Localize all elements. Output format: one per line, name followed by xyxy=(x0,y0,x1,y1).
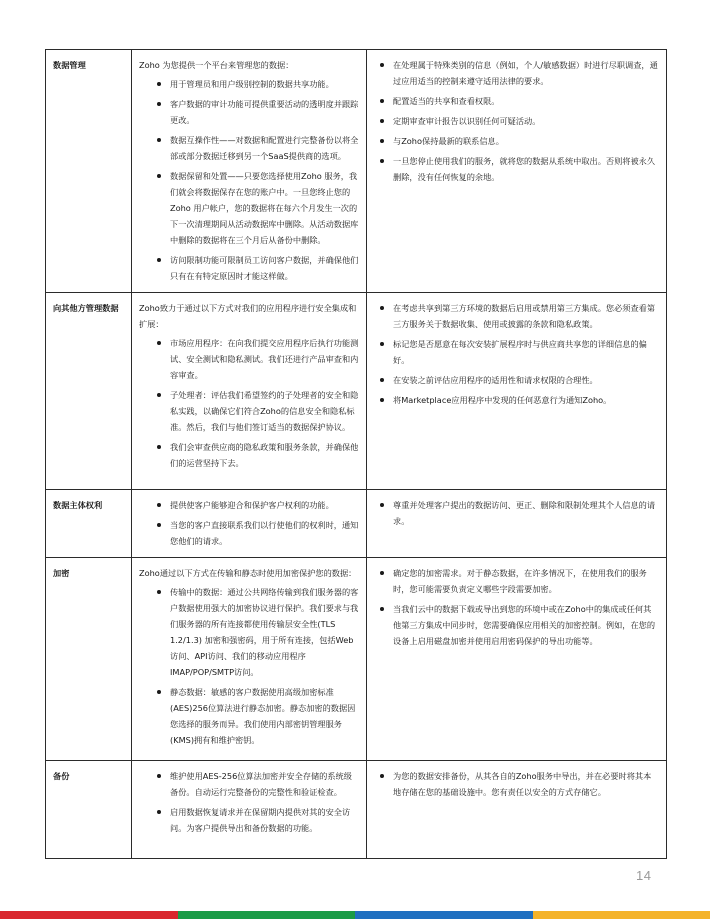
list-item: 我们会审查供应商的隐私政策和服务条款，并确保他们的运营坚持下去。 xyxy=(157,439,359,471)
row-title: 数据主体权利 xyxy=(46,490,132,558)
customer-responsibility xyxy=(367,490,667,558)
table-row xyxy=(46,490,667,558)
list-item: 当您的客户直接联系我们以行使他们的权利时，通知您他们的请求。 xyxy=(157,517,359,549)
zoho-responsibility xyxy=(132,293,367,490)
footer-bar-yellow xyxy=(533,911,710,919)
table-row xyxy=(46,293,667,490)
customer-responsibility xyxy=(367,761,667,859)
table-row xyxy=(46,558,667,761)
list-item: 维护使用AES-256位算法加密并安全存储的系统级备份。自动运行完整备份的完整性和验证检查。 xyxy=(157,768,359,800)
zoho-responsibility xyxy=(132,50,367,293)
zoho-intro: Zoho通过以下方式在传输和静态时使用加密保护您的数据： xyxy=(139,568,357,578)
footer-bar-blue xyxy=(355,911,533,919)
table-row xyxy=(46,50,667,293)
row-title: 备份 xyxy=(46,761,132,859)
list-item: 一旦您停止使用我们的服务，就将您的数据从系统中取出。否则将被永久删除，没有任何恢复的余地。 xyxy=(374,153,659,185)
responsibility-table xyxy=(45,49,667,859)
page-number: 14 xyxy=(636,868,652,883)
row-title: 数据管理 xyxy=(46,50,132,293)
zoho-intro: Zoho致力于通过以下方式对我们的应用程序进行安全集成和扩展： xyxy=(139,303,357,329)
list-item: 传输中的数据：通过公共网络传输到我们服务器的客户数据使用强大的加密协议进行保护。我们要求与我们服务器的所有连接都使用传输层安全性(TLS 1.2/1.3) 加密和强密码，用于所有连接，包括Web 访问、API访问、我们的移动应用程序 IMAP/POP/SMTP访问。 xyxy=(157,584,359,680)
zoho-responsibility xyxy=(132,761,367,859)
customer-responsibility xyxy=(367,558,667,761)
customer-responsibility xyxy=(367,50,667,293)
list-item: 市场应用程序：在向我们提交应用程序后执行功能测试、安全测试和隐私测试。我们还进行产品审查和内容审查。 xyxy=(157,335,359,383)
zoho-intro: Zoho 为您提供一个平台来管理您的数据： xyxy=(139,60,294,70)
list-item: 静态数据：敏感的客户数据使用高级加密标准(AES)256位算法进行静态加密。静态加密的数据因您选择的服务而异。我们使用内部密钥管理服务(KMS)拥有和维护密钥。 xyxy=(157,684,359,748)
list-item: 数据互操作性——对数据和配置进行完整备份以将全部或部分数据迁移到另一个SaaS提供商的选项。 xyxy=(157,132,359,164)
list-item: 启用数据恢复请求并在保留期内提供对其的安全访问。为客户提供导出和备份数据的功能。 xyxy=(157,804,359,836)
list-item: 在处理属于特殊类别的信息（例如，个人/敏感数据）时进行尽职调查，通过应用适当的控制来遵守适用法律的要求。 xyxy=(374,57,659,89)
list-item: 标记您是否愿意在每次安装扩展程序时与供应商共享您的详细信息的偏好。 xyxy=(374,336,659,368)
list-item: 用于管理员和用户级别控制的数据共享功能。 xyxy=(157,76,359,92)
list-item: 提供使客户能够迎合和保护客户权利的功能。 xyxy=(157,497,359,513)
list-item: 与Zoho保持最新的联系信息。 xyxy=(374,133,659,149)
list-item: 将Marketplace应用程序中发现的任何恶意行为通知Zoho。 xyxy=(374,392,659,408)
list-item: 当我们云中的数据下载或导出到您的环境中或在Zoho中的集成或任何其他第三方集成中同步时，您需要确保应用相关的加密控制。例如，在您的设备上启用磁盘加密并使用启用密码保护的导出功能等。 xyxy=(374,601,659,649)
list-item: 访问限制功能可限制员工访问客户数据，并确保他们只有在有特定原因时才能这样做。 xyxy=(157,252,359,284)
table-row xyxy=(46,761,667,859)
list-item: 确定您的加密需求。对于静态数据，在许多情况下，在使用我们的服务时，您可能需要负责定义哪些字段需要加密。 xyxy=(374,565,659,597)
list-item: 数据保留和处置——只要您选择使用Zoho 服务，我们就会将数据保存在您的账户中。一旦您终止您的Zoho 用户帐户，您的数据将在每六个月发生一次的下一次清理期间从活动数据库中删除。从活动数据库中删除的数据将在三个月后从备份中删除。 xyxy=(157,168,359,248)
footer-bar-green xyxy=(178,911,355,919)
list-item: 尊重并处理客户提出的数据访问、更正、删除和限制处理其个人信息的请求。 xyxy=(374,497,659,529)
list-item: 子处理者：评估我们希望签约的子处理者的安全和隐私实践，以确保它们符合Zoho的信息安全和隐私标准。然后，我们与他们签订适当的数据保护协议。 xyxy=(157,387,359,435)
list-item: 在考虑共享到第三方环境的数据后启用或禁用第三方集成。您必须查看第三方服务关于数据收集、使用或披露的条款和隐私政策。 xyxy=(374,300,659,332)
list-item: 客户数据的审计功能可提供重要活动的透明度并跟踪更改。 xyxy=(157,96,359,128)
zoho-responsibility xyxy=(132,558,367,761)
customer-responsibility xyxy=(367,293,667,490)
list-item: 在安装之前评估应用程序的适用性和请求权限的合理性。 xyxy=(374,372,659,388)
zoho-responsibility xyxy=(132,490,367,558)
list-item: 为您的数据安排备份，从其各自的Zoho服务中导出，并在必要时将其本地存储在您的基础设施中。您有责任以安全的方式存储它。 xyxy=(374,768,659,800)
list-item: 定期审查审计报告以识别任何可疑活动。 xyxy=(374,113,659,129)
row-title: 加密 xyxy=(46,558,132,761)
row-title: 向其他方管理数据 xyxy=(46,293,132,490)
list-item: 配置适当的共享和查看权限。 xyxy=(374,93,659,109)
footer-bar-red xyxy=(0,911,178,919)
